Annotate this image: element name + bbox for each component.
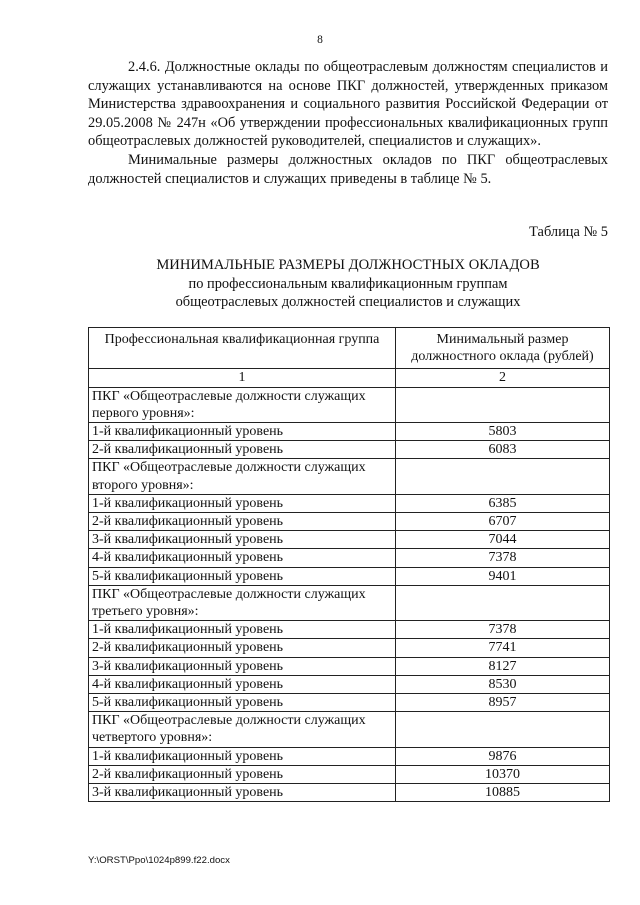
- table-row: [89, 675, 610, 693]
- table-row: [89, 567, 610, 585]
- table-row: [89, 712, 610, 747]
- qualification-label-cell: 2-й квалификационный уровень: [89, 513, 396, 531]
- salary-value-cell: 7378: [396, 621, 610, 639]
- salary-value-cell: 8530: [396, 675, 610, 693]
- salary-value-cell: 7741: [396, 639, 610, 657]
- qualification-label-cell: 3-й квалификационный уровень: [89, 784, 396, 802]
- table-body: [89, 369, 610, 802]
- table-title-line: по профессиональным квалификационным группам: [188, 275, 508, 292]
- table-row: [89, 639, 610, 657]
- salary-value-cell: [396, 585, 610, 620]
- salary-value-cell: [396, 387, 610, 422]
- salary-value-cell: 7378: [396, 549, 610, 567]
- salary-value-cell: 10370: [396, 765, 610, 783]
- salary-value-cell: 10885: [396, 784, 610, 802]
- qualification-label-cell: 1-й квалификационный уровень: [89, 423, 396, 441]
- salary-value-cell: 6385: [396, 494, 610, 512]
- table-row: [89, 585, 610, 620]
- qualification-label-cell: ПКГ «Общеотраслевые должности служащих третьего уровня»:: [89, 585, 396, 620]
- table-row: [89, 784, 610, 802]
- qualification-label-cell: 5-й квалификационный уровень: [89, 567, 396, 585]
- qualification-label-cell: ПКГ «Общеотраслевые должности служащих второго уровня»:: [89, 459, 396, 494]
- table-header-row: [89, 328, 610, 369]
- qualification-label-cell: 4-й квалификационный уровень: [89, 675, 396, 693]
- qualification-label-cell: 5-й квалификационный уровень: [89, 694, 396, 712]
- table-row: [89, 531, 610, 549]
- qualification-label-cell: 4-й квалификационный уровень: [89, 549, 396, 567]
- file-path-footer: Y:\ORST\Ppo\1024p899.f22.docx: [88, 855, 230, 866]
- table-row: [89, 423, 610, 441]
- table-row: [89, 459, 610, 494]
- salary-value-cell: [396, 459, 610, 494]
- salary-value-cell: 6083: [396, 441, 610, 459]
- qualification-label-cell: 3-й квалификационный уровень: [89, 657, 396, 675]
- salary-value-cell: 8957: [396, 694, 610, 712]
- qualification-label-cell: 3-й квалификационный уровень: [89, 531, 396, 549]
- column-header-group: Профессиональная квалификационная группа: [89, 328, 396, 369]
- column-header-salary: Минимальный размер должностного оклада (рублей): [396, 328, 610, 369]
- table-cell: 2: [396, 369, 610, 387]
- table-caption: Таблица № 5: [529, 224, 608, 240]
- table-row: [89, 387, 610, 422]
- qualification-label-cell: 2-й квалификационный уровень: [89, 765, 396, 783]
- qualification-label-cell: 2-й квалификационный уровень: [89, 639, 396, 657]
- table-row: [89, 657, 610, 675]
- paragraph: Минимальные размеры должностных окладов по ПКГ общеотраслевых должностей специалистов и служащих приведены в таблице № 5.: [88, 151, 608, 187]
- salary-value-cell: 9401: [396, 567, 610, 585]
- salary-value-cell: 7044: [396, 531, 610, 549]
- table-title-line: МИНИМАЛЬНЫЕ РАЗМЕРЫ ДОЛЖНОСТНЫХ ОКЛАДОВ: [156, 257, 540, 273]
- page-number: 8: [317, 34, 323, 46]
- table-row: [89, 513, 610, 531]
- table-index-row: [89, 369, 610, 387]
- salary-value-cell: 9876: [396, 747, 610, 765]
- table-row: [89, 549, 610, 567]
- qualification-label-cell: 1-й квалификационный уровень: [89, 494, 396, 512]
- qualification-label-cell: ПКГ «Общеотраслевые должности служащих первого уровня»:: [89, 387, 396, 422]
- table-title-line: общеотраслевых должностей специалистов и служащих: [175, 294, 521, 311]
- salary-value-cell: [396, 712, 610, 747]
- table-row: [89, 765, 610, 783]
- table-cell: 1: [89, 369, 396, 387]
- table-row: [89, 494, 610, 512]
- qualification-label-cell: 1-й квалификационный уровень: [89, 747, 396, 765]
- table-row: [89, 747, 610, 765]
- salary-value-cell: 5803: [396, 423, 610, 441]
- table-row: [89, 621, 610, 639]
- table-title: [88, 256, 608, 312]
- qualification-label-cell: 2-й квалификационный уровень: [89, 441, 396, 459]
- salary-value-cell: 8127: [396, 657, 610, 675]
- paragraph: 2.4.6. Должностные оклады по общеотраслевым должностям специалистов и служащих устанавливаются на основе ПКГ должностей, утвержденных приказом Министерства здравоохранения и социального развития Российской Федерации от 29.05.2008 № 247н «Об утверждении профессиональных квалификационных групп общеотраслевых должностей руководителей, специалистов и служащих».: [88, 59, 608, 150]
- table-row: [89, 441, 610, 459]
- qualification-label-cell: 1-й квалификационный уровень: [89, 621, 396, 639]
- table-row: [89, 694, 610, 712]
- body-text: [88, 58, 608, 188]
- qualification-label-cell: ПКГ «Общеотраслевые должности служащих четвертого уровня»:: [89, 712, 396, 747]
- salary-table: [88, 327, 610, 802]
- salary-value-cell: 6707: [396, 513, 610, 531]
